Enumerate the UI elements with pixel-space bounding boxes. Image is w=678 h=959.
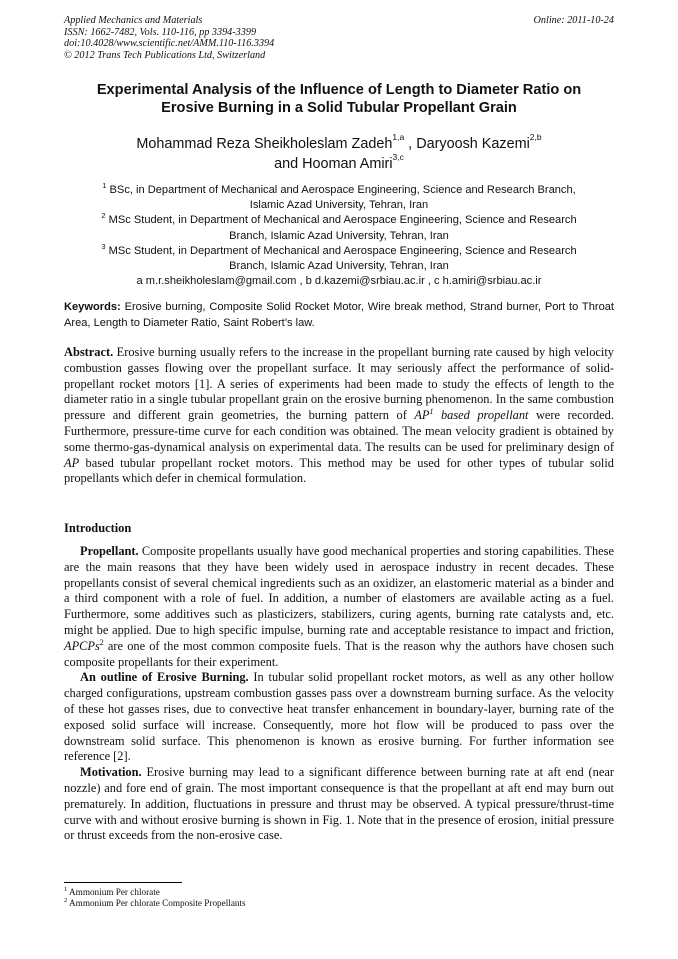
affiliation-3 bbox=[64, 241, 614, 274]
introduction-body bbox=[64, 544, 614, 844]
title-line-2: Erosive Burning in a Solid Tubular Propellant Grain bbox=[161, 99, 517, 116]
abstract bbox=[64, 345, 614, 487]
affiliation-1-line-2: Islamic Azad University, Tehran, Iran bbox=[249, 199, 429, 212]
footnotes bbox=[64, 887, 614, 909]
abstract-ap-2: AP bbox=[64, 455, 80, 470]
abstract-text-1: Erosive burning usually refers to the increase in the propellant burning rate caused by high velocity combustion gasses flowing over the propellant surface. It may seriously affect the performance of solid-propellant rocket motors [1]. A series of experiments had been made to study the effects of length to the diameter ratio in a single tubular propellant grain on the erosive burning phenomenon. In the same combustion pressure and different grain geometries, the burning pattern of bbox=[64, 345, 614, 423]
author-list bbox=[64, 134, 614, 174]
affiliation-2-line-2: Branch, Islamic Azad University, Tehran, Iran bbox=[229, 229, 449, 242]
paper-title bbox=[64, 82, 614, 117]
affiliation-2-num: 2 bbox=[101, 211, 106, 221]
author-1-affil: 1,a bbox=[392, 132, 405, 142]
paragraph-erosive-burning-label: An outline of Erosive Burning. bbox=[80, 670, 249, 685]
keywords-label: Keywords: bbox=[64, 301, 121, 313]
footnote-1: $^1$ Ammonium Per chlorate bbox=[64, 886, 160, 897]
title-line-1: Experimental Analysis of the Influence of Length to Diameter Ratio on bbox=[96, 82, 582, 98]
paragraph-propellant: Propellant. Composite propellants usually have good mechanical properties and storing capabilities. These are the main reasons that they have been widely used in aerospace industry in recent decades. These propellants consist of several chemical ingredients such as an oxidizer, an elastomeric material as a binder and a third component with a role of fuel. In addition, a number of elastomers are available acting as a fuel. Furthermore, some additives such as plasticizers, stabilizers, curing agents, burning rate catalysts and, etc. might be applied. Due to high specific impulse, burning rate and acceptable resistance to impact and friction, APCPs$^2$ are one of the most common composite fuels. That is the reason why the authors have chosen such composite propellants for their experiment. bbox=[64, 544, 614, 669]
footnote-ref-1: 1 bbox=[429, 407, 434, 417]
affiliation-3-num: 3 bbox=[101, 241, 106, 251]
abstract-ap: $AP^1$ based propellant bbox=[414, 407, 529, 423]
author-3-affil: 3,c bbox=[392, 152, 404, 162]
author-separator: , bbox=[404, 136, 417, 152]
copyright-line: © 2012 Trans Tech Publications Ltd, Switzerland bbox=[64, 49, 266, 61]
paragraph-motivation: Motivation. Erosive burning may lead to a significant difference between burning rate at aft end (near nozzle) and fore end of grain. The most important consequence is that the propellant at aft end may burn out prematurely. In addition, fluctuations in pressure and thrust may be observed. A typical pressure/thrust-time curve with and without erosive burning is shown in Fig. 1. Note that in the presence of erosion, initial pressure or thrust exceeds from the non-erosive case. bbox=[64, 765, 614, 843]
author-2: Daryoosh Kazemi bbox=[416, 136, 530, 152]
keywords bbox=[64, 299, 614, 331]
abstract-text-3: based tubular propellant rocket motors. This method may be used for other types of tubular solid propellants which defer in chemical formulation. bbox=[64, 455, 614, 486]
affiliation-1 bbox=[64, 183, 614, 213]
journal-header bbox=[64, 15, 614, 61]
paragraph-erosive-burning: An outline of Erosive Burning. In tubular solid propellant rocket motors, as well as any other hollow charged configurations, upstream combustion gasses pass over a downstream burning surface. As the velocity of these hot gasses rises, due to convective heat transfer enhancement in boundary-layer, burning rate of the exposed solid surface will increase. Consequently, more hot flow will be produced to pass over the downstream solid surface. This phenomenon is known as erosive burning. For further information see reference [2]. bbox=[64, 670, 614, 764]
keywords-text: Erosive burning, Composite Solid Rocket Motor, Wire break method, Strand burner, Port to Throat Area, Length to Diameter Ratio, Saint Robert’s law. bbox=[64, 301, 614, 329]
footnote-2: $^2$ Ammonium Per chlorate Composite Propellants bbox=[64, 897, 246, 908]
affiliation-1-num: 1 bbox=[102, 181, 107, 190]
footnote-divider bbox=[64, 882, 182, 883]
author-emails: a m.r.sheikholeslam@gmail.com , b d.kazemi@srbiau.ac.ir , c h.amiri@srbiau.ac.ir bbox=[136, 275, 542, 288]
abstract-text-2: were recorded. Furthermore, pressure-time curve for each condition was obtained. The mean velocity gradient is obtained by some thermo-gas-dynamical analysis on experimental data. The results can be used for preliminary design of bbox=[64, 408, 614, 454]
online-date: Online: 2011-10-24 bbox=[533, 15, 614, 26]
author-conjunction: and bbox=[274, 156, 303, 172]
paragraph-motivation-label: Motivation. bbox=[80, 765, 142, 780]
journal-name: Applied Mechanics and Materials bbox=[64, 15, 203, 26]
author-1: Mohammad Reza Sheikholeslam Zadeh bbox=[136, 136, 393, 152]
affiliation-1-line-1: BSc, in Department of Mechanical and Aerospace Engineering, Science and Research Branch, bbox=[106, 184, 576, 196]
issn-line: ISSN: 1662-7482, Vols. 110-116, pp 3394-3399 bbox=[64, 26, 257, 38]
authors-line-2 bbox=[64, 154, 614, 174]
affiliation-3-line-1: MSc Student, in Department of Mechanical and Aerospace Engineering, Science and Research bbox=[105, 244, 577, 257]
introduction-heading: Introduction bbox=[64, 521, 132, 535]
affiliation-3-line-2: Branch, Islamic Azad University, Tehran, Iran bbox=[229, 260, 449, 273]
footnote-ref-2: 2 bbox=[99, 637, 104, 647]
authors-line-1 bbox=[64, 134, 614, 154]
paragraph-propellant-label: Propellant. bbox=[80, 544, 139, 558]
author-3: Hooman Amiri bbox=[302, 156, 393, 172]
affiliations bbox=[64, 183, 614, 289]
affiliation-2 bbox=[64, 213, 614, 243]
abstract-label: Abstract. bbox=[64, 345, 114, 359]
author-2-affil: 2,b bbox=[529, 132, 542, 142]
apcp-term: APCPs bbox=[64, 638, 100, 653]
affiliation-2-line-1: MSc Student, in Department of Mechanical and Aerospace Engineering, Science and Research bbox=[105, 214, 577, 227]
doi-line: doi:10.4028/www.scientific.net/AMM.110-116.3394 bbox=[64, 38, 275, 50]
